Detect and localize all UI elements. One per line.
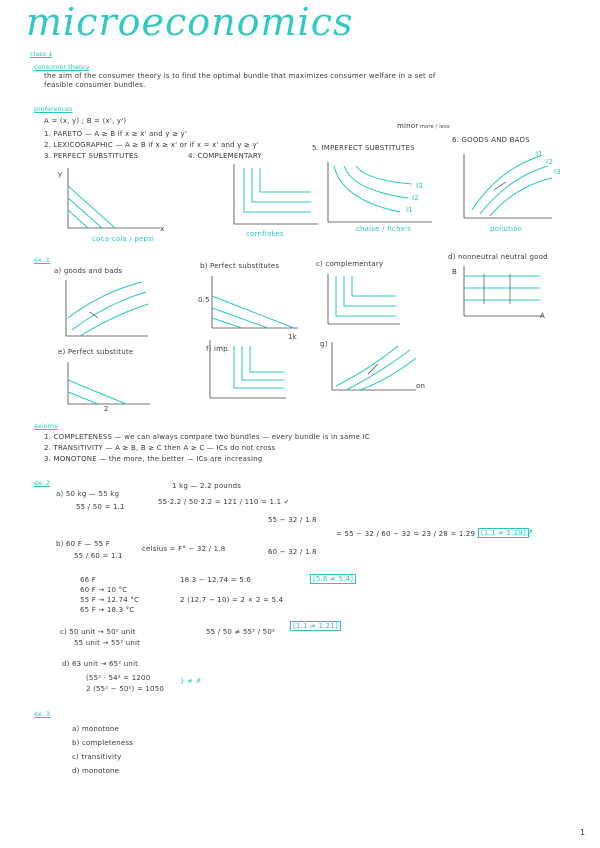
minor-sub: more / less [420,124,450,130]
ex2-b-box: [1.1 ≠ 1.29] [478,528,529,538]
ex1-e-x: 2 [104,405,109,413]
ex2-c-line2: 55 unit → 55² unit [74,639,141,647]
ex2-a-calc: 55·2.2 / 50·2.2 = 121 / 110 = 1.1 ✓ [158,498,290,506]
ex2-d-line3: 2 (55² − 50²) = 1050 [86,685,165,693]
ex3-item-d: d) monotone [72,767,120,775]
ex2-b-frac: 55 / 60 = 1.1 [74,552,123,560]
graph-label-pollution: pollution [490,225,523,233]
goods-curve-i2: I2 [546,158,553,166]
ex1-d-graph [460,264,550,320]
ex1-c-label: c) complementary [316,260,384,268]
imperfect-substitutes-graph [320,160,440,230]
axiom-item-2: 2. TRANSITIVITY — A ≥ B, B ≥ C then A ≥ C — ICs do not cross [44,444,276,452]
class-label: class 1 [30,50,53,58]
preferences-bundles: A = (x, y) ; B = (x', y') [44,117,127,125]
ex2-a-note: 1 kg — 2.2 pounds [172,482,242,490]
ex1-g-label: g) [320,340,328,348]
consumer-theory-line1: the aim of the consumer theory is to find the optimal bundle that maximizes consumer welfare in a set of [44,72,436,80]
preference-item-5: 5. IMPERFECT SUBSTITUTES [312,144,415,152]
ex1-a-graph [62,278,152,340]
ex1-d-x: A [540,312,545,320]
ex2-b-line: b) 60 F — 55 F [56,540,110,548]
ex2-b-sub2: 60 F → 10 °C [80,586,128,594]
ex2-b-sub3: 55 F → 12.74 °C [80,596,140,604]
ex1-b-label: b) Perfect substitutes [200,262,280,270]
ex1-b-x: 1k [288,333,297,341]
imperfect-curve-i3: I3 [416,182,423,190]
ex1-g-graph [328,340,420,396]
preference-item-2: 2. LEXICOGRAPHIC — A ≥ B if x ≥ x' or if x = x' and y ≥ y' [44,141,259,149]
ex1-f-graph [206,338,290,402]
ex1-e-label: e) Perfect substitute [58,348,134,356]
minor-note: minor [397,122,419,130]
perfect-substitutes-graph [60,166,170,236]
ex2-b-diff2: 2 (12.7 − 10) = 2 × 2 = 5.4 [180,596,284,604]
ex2-d-line1: d) 63 unit → 65² unit [62,660,139,668]
ex2-heading: ex. 2 [34,479,50,487]
ex1-g-x: on [416,382,426,390]
ex1-f-label: f) imp. [206,345,231,353]
ex2-d-line2: (55² · 54² = 1200 [86,674,151,682]
ex1-a-label: a) goods and bads [54,267,123,275]
ex3-heading: ex. 3 [34,710,50,718]
ex2-b-result: = 55 − 32 / 60 − 32 = 23 / 28 = 1.29 [336,530,476,538]
ex2-b-box2: [5.6 ≠ 5.4] [310,574,356,584]
axiom-item-1: 1. COMPLETENESS — we can always compare two bundles — every bundle is in same IC [44,433,370,441]
page-title: microeconomics [26,0,354,44]
graph-label-coca-cola: coca-cola / pepsi [92,235,155,243]
ex2-b-calc1: 55 − 32 / 1.8 [268,516,317,524]
ex2-b-sub4: 65 F → 18.3 °C [80,606,135,614]
ex1-e-graph [64,360,154,410]
ex1-heading: ex. 1 [34,256,50,264]
axioms-heading: axioms [34,422,58,430]
ex2-d-cross: } ≠ ✗ [180,677,202,685]
ex2-c-box: [1.1 ≠ 1.21] [290,621,341,631]
goods-curve-i1: I1 [536,150,543,158]
ex2-b-cross: ✗ [528,528,535,536]
axis-y-label: y [58,170,63,178]
ex1-c-graph [324,272,404,328]
complementary-graph [226,162,321,232]
ex2-b-celsius: celsius = F° − 32 / 1.8 [142,545,226,553]
ex2-a-line: a) 50 kg — 55 kg [56,490,120,498]
ex1-b-y: 0.5 [198,296,210,304]
graph-label-chaise: chaise / fiche's [356,225,412,233]
preferences-heading: preferences [34,105,73,113]
ex3-item-a: a) monotone [72,725,120,733]
page-number: 1 [580,828,586,837]
ex3-item-b: b) completeness [72,739,134,747]
ex2-b-calc2: 60 − 32 / 1.8 [268,548,317,556]
ex2-a-frac: 55 / 50 = 1.1 [76,503,125,511]
ex1-b-graph [208,274,308,334]
preference-item-4: 4. COMPLEMENTARY [188,152,262,160]
preference-item-3: 3. PERFECT SUBSTITUTES [44,152,139,160]
axiom-item-3: 3. MONOTONE — the more, the better — ICs are increasing [44,455,263,463]
ex1-d-label: d) nonneutral neutral good [448,253,548,261]
imperfect-curve-i2: I2 [412,194,419,202]
preference-item-1: 1. PARETO — A ≥ B if x ≥ x' and y ≥ y' [44,130,188,138]
ex2-b-diff1: 18.3 − 12.74 = 5.6 [180,576,251,584]
consumer-theory-line2: feasible consumer bundles. [44,81,146,89]
goods-and-bads-graph [458,150,558,226]
ex2-b-sub1: 66 F [80,576,96,584]
axis-x-label: x [160,225,165,233]
imperfect-curve-i1: I1 [406,206,413,214]
ex2-c-frac: 55 / 50 ≠ 55² / 50² [206,628,275,636]
ex2-c-line1: c) 50 unit → 50² unit [60,628,136,636]
goods-curve-i3: I3 [554,168,561,176]
graph-label-cornflakes: cornflakes [246,230,284,238]
ex1-d-y: B [452,268,458,276]
preference-item-6: 6. GOODS AND BADS [452,136,530,144]
consumer-theory-heading: consumer theory [34,63,90,71]
ex3-item-c: c) transitivity [72,753,122,761]
